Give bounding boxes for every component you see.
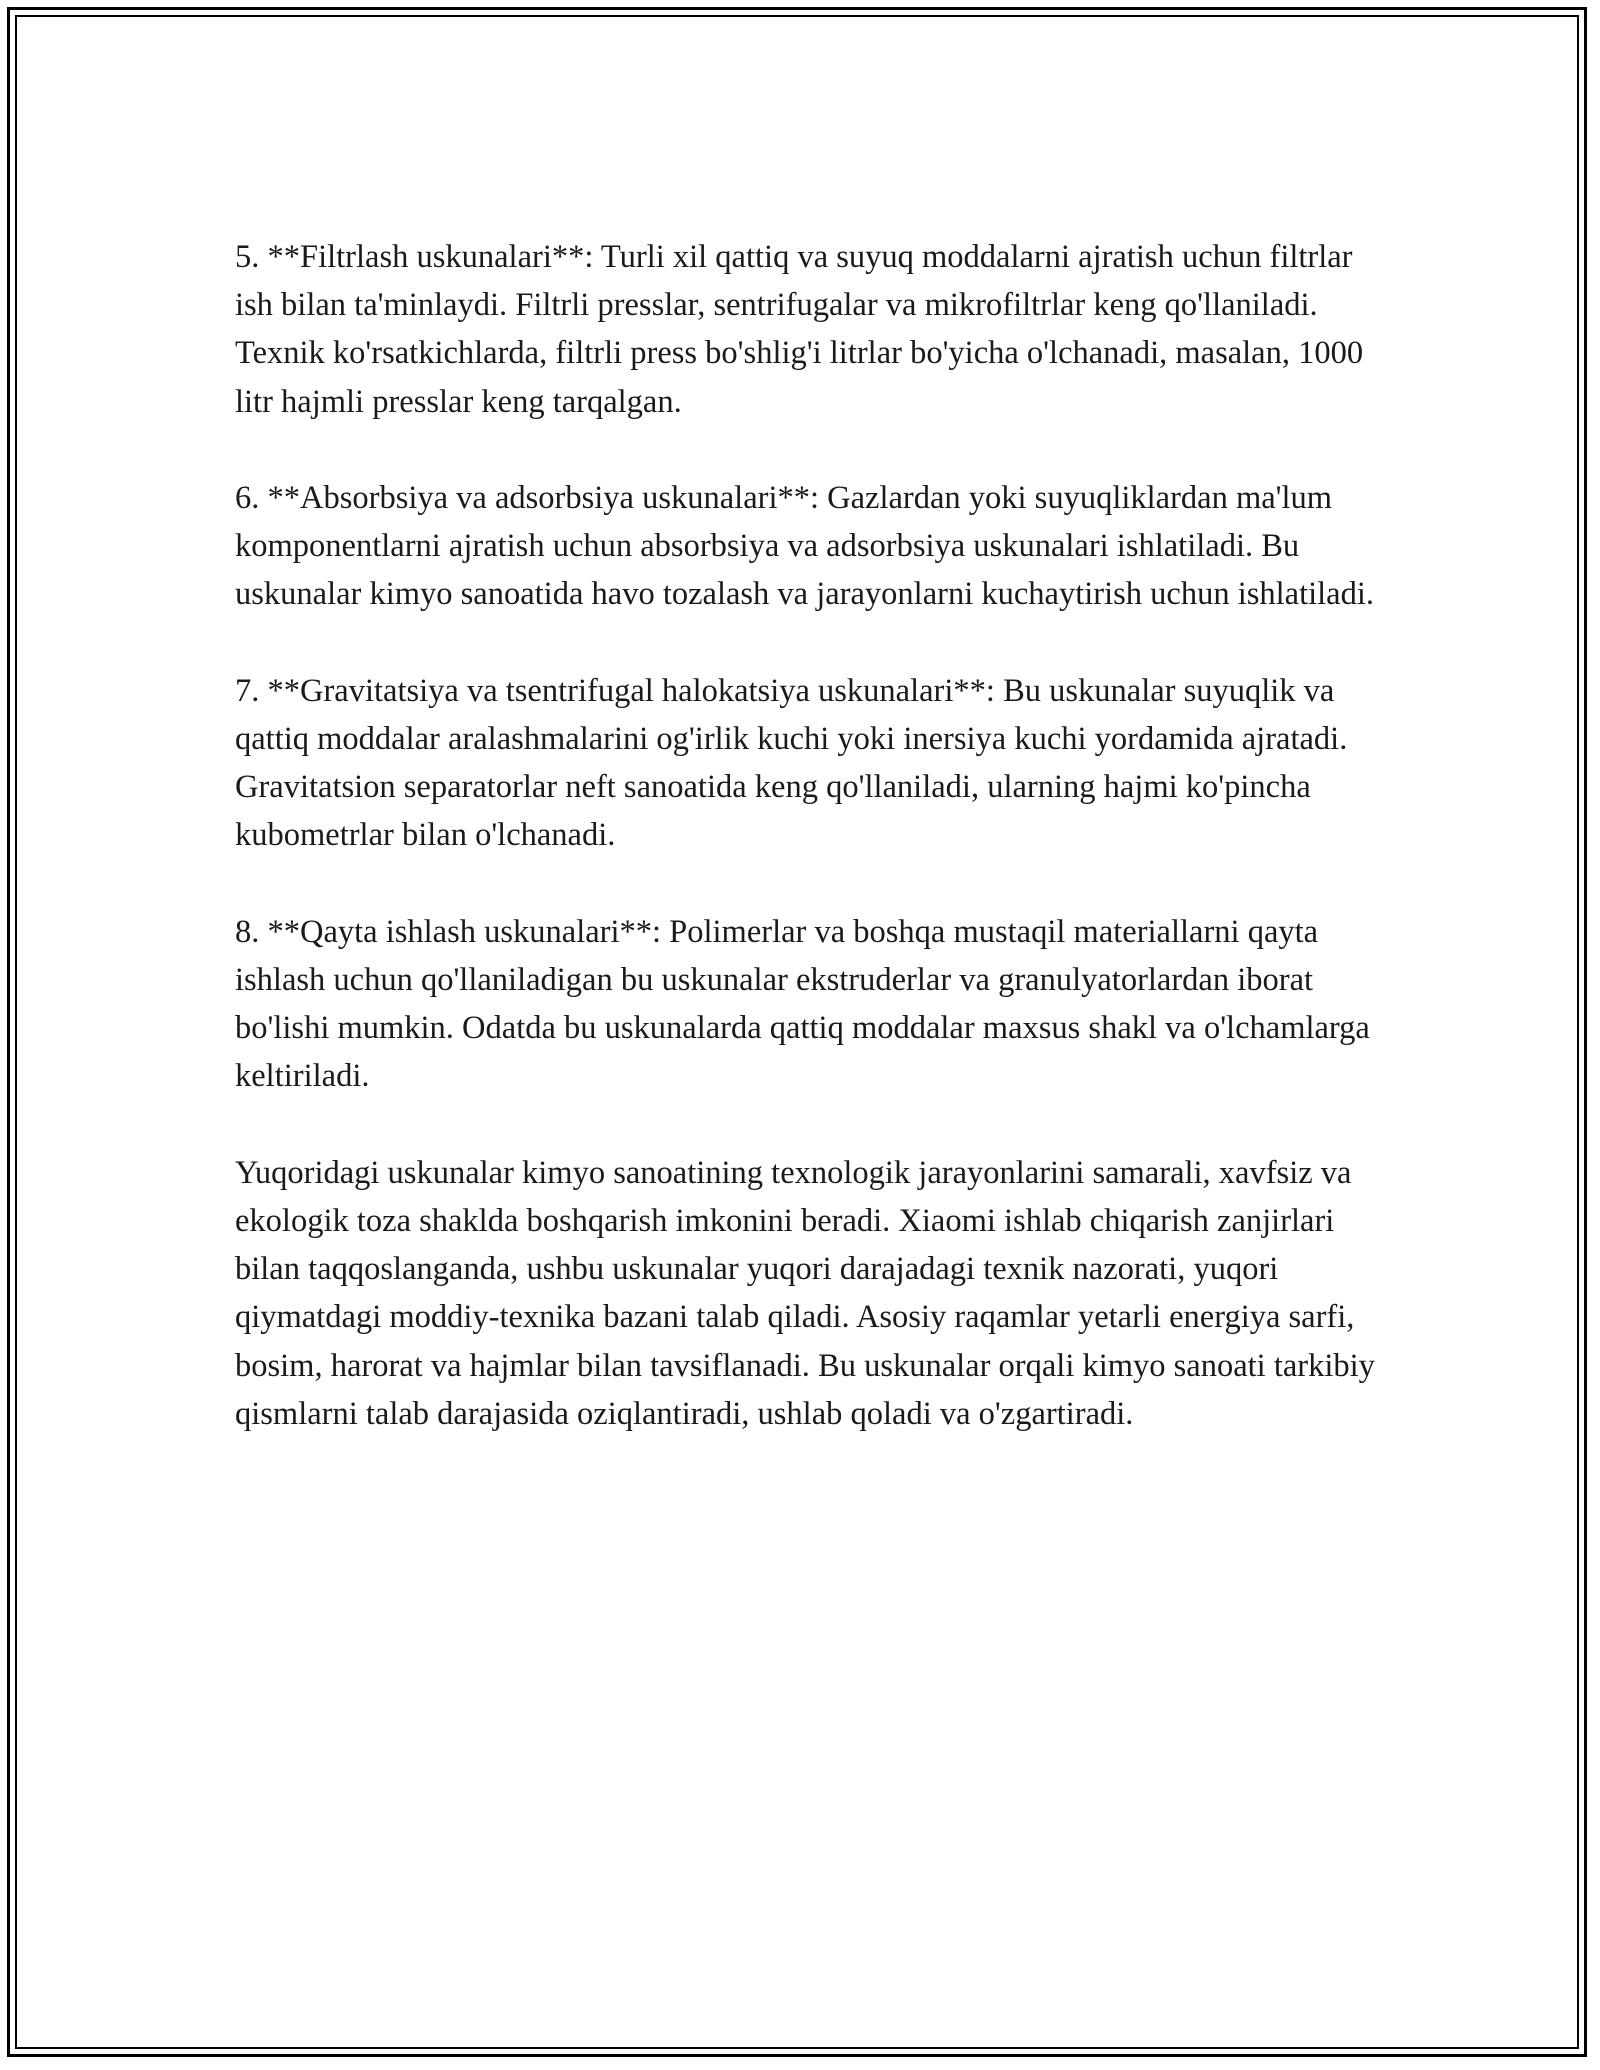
paragraph-summary: Yuqoridagi uskunalar kimyo sanoatining texnologik jarayonlarini samarali, xavfsiz va ekologik toza shaklda boshqarish imkonini beradi. Xiaomi ishlab chiqarish zanjirlari bilan taqqoslanganda, ushbu uskunalar yuqori darajadagi texnik nazorati, yuqori qiymatdagi moddiy-texnika bazani talab qiladi. Asosiy raqamlar yetarli energiya sarfi, bosim, harorat va hajmlar bilan tavsiflanadi. Bu uskunalar orqali kimyo sanoati tarkibiy qismlarni talab darajasida oziqlantiradi, ushlab qoladi va o'zgartiradi. <box>235 1154 1375 1432</box>
paragraph-gravitation-centrifugal-equipment: 7. **Gravitatsiya va tsentrifugal halokatsiya uskunalari**: Bu uskunalar suyuqlik va qattiq moddalar aralashmalarini og'irlik kuchi yoki inersiya kuchi yordamida ajratadi. Gravitatsion separatorlar neft sanoatida keng qo'llaniladi, ularning hajmi ko'pincha kubometrlar bilan o'lchanadi. <box>235 672 1348 854</box>
document-body <box>235 233 1375 1486</box>
paragraph-filtration-equipment: 5. **Filtrlash uskunalari**: Turli xil qattiq va suyuq moddalarni ajratish uchun filtrlar ish bilan ta'minlaydi. Filtrli presslar, sentrifugalar va mikrofiltrlar keng qo'llaniladi. Texnik ko'rsatkichlarda, filtrli press bo'shlig'i litrlar bo'yicha o'lchanadi, masalan, 1000 litr hajmli presslar keng tarqalgan. <box>235 239 1364 420</box>
paragraph-absorption-adsorption-equipment: 6. **Absorbsiya va adsorbsiya uskunalari**: Gazlardan yoki suyuqliklardan ma'lum komponentlarni ajratish uchun absorbsiya va adsorbsiya uskunalari ishlatiladi. Bu uskunalar kimyo sanoatida havo tozalash va jarayonlarni kuchaytirish uchun ishlatiladi. <box>235 480 1374 613</box>
paragraph-processing-equipment: 8. **Qayta ishlash uskunalari**: Polimerlar va boshqa mustaqil materiallarni qayta ishlash uchun qo'llaniladigan bu uskunalar ekstruderlar va granulyatorlardan iborat bo'lishi mumkin. Odatda bu uskunalarda qattiq moddalar maxsus shakl va o'lchamlarga keltiriladi. <box>235 913 1370 1095</box>
